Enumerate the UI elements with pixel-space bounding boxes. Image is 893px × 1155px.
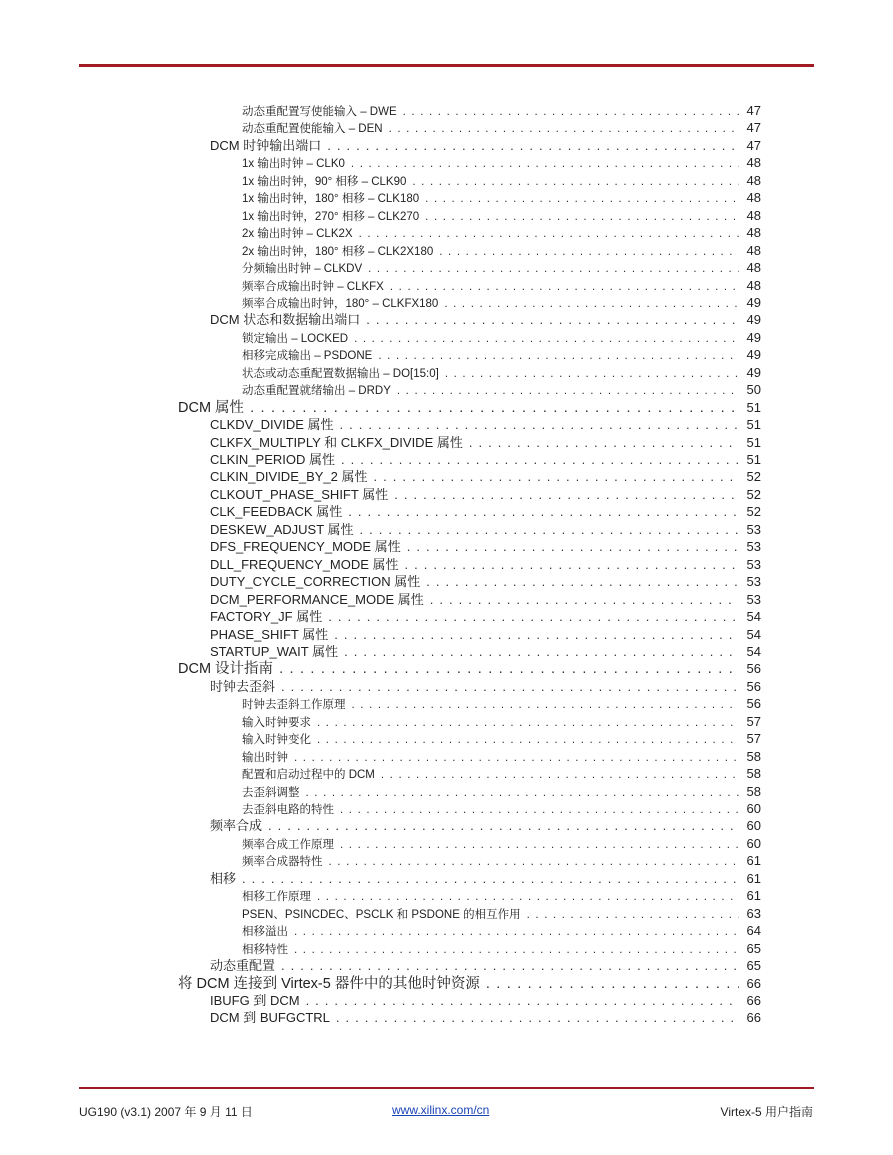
toc-leader-dots bbox=[281, 680, 739, 693]
footer-rule bbox=[79, 1087, 814, 1089]
toc-entry-title: DLL_FREQUENCY_MODE 属性 bbox=[210, 556, 399, 572]
toc-entry-title: CLKIN_PERIOD 属性 bbox=[210, 452, 335, 467]
toc-entry-title: PSEN、PSINCDEC、PSCLK 和 PSDONE 的相互作用 bbox=[242, 908, 521, 921]
toc-entry-title: 动态重配置 bbox=[210, 958, 276, 974]
toc-entry-title: FACTORY_JF 属性 bbox=[210, 609, 323, 625]
toc-entry-title: 动态重配置写使能输入 – DWE bbox=[242, 106, 397, 118]
toc-entry-page: 60 bbox=[746, 835, 761, 851]
toc-entry-title: DCM 时钟输出端口 bbox=[210, 137, 322, 153]
toc-entry[interactable] bbox=[242, 383, 761, 398]
toc-entry-page: 58 bbox=[746, 783, 761, 799]
toc-entry-page: 48 bbox=[746, 225, 761, 241]
toc-entry-title: DCM 属性 bbox=[178, 399, 245, 416]
toc-leader-dots bbox=[378, 351, 739, 363]
toc-leader-dots bbox=[430, 593, 739, 606]
toc-entry-page: 49 bbox=[746, 364, 761, 380]
toc-entry[interactable] bbox=[242, 279, 761, 294]
toc-entry-page: 48 bbox=[746, 172, 761, 188]
toc-entry-page: 58 bbox=[746, 748, 761, 764]
toc-entry-title: 1x 输出时钟，270° 相移 – CLK270 bbox=[242, 210, 420, 223]
toc-leader-dots bbox=[352, 700, 740, 712]
toc-entry[interactable] bbox=[210, 959, 761, 972]
toc-entry-page: 49 bbox=[746, 329, 761, 345]
toc-leader-dots bbox=[368, 264, 739, 276]
toc-entry-title: 2x 输出时钟 – CLK2X bbox=[242, 228, 353, 241]
toc-entry[interactable] bbox=[210, 523, 761, 536]
toc-leader-dots bbox=[374, 470, 739, 483]
toc-leader-dots bbox=[425, 194, 739, 206]
toc-leader-dots bbox=[381, 770, 739, 782]
toc-entry[interactable] bbox=[210, 610, 761, 623]
toc-leader-dots bbox=[328, 610, 739, 623]
toc-entry-page: 60 bbox=[746, 801, 761, 816]
toc-leader-dots bbox=[281, 959, 739, 972]
toc-entry-page: 49 bbox=[746, 312, 761, 328]
toc-leader-dots bbox=[354, 334, 739, 346]
toc-entry-title: CLKFX_MULTIPLY 和 CLKFX_DIVIDE 属性 bbox=[210, 434, 463, 450]
toc-entry-title: DCM 状态和数据输出端口 bbox=[210, 312, 361, 328]
toc-entry-page: 48 bbox=[746, 277, 761, 293]
toc-entry-page: 66 bbox=[746, 992, 761, 1008]
toc-entry-page: 53 bbox=[746, 521, 761, 537]
toc-entry[interactable] bbox=[210, 436, 761, 449]
toc-entry-page: 48 bbox=[746, 260, 761, 276]
toc-leader-dots bbox=[294, 945, 739, 957]
toc-entry-page: 53 bbox=[746, 539, 761, 555]
toc-entry[interactable] bbox=[242, 191, 761, 206]
toc-leader-dots bbox=[445, 369, 739, 381]
toc-entry[interactable] bbox=[210, 505, 761, 518]
toc-entry[interactable] bbox=[242, 942, 761, 957]
toc-entry-title: 动态重配置就绪输出 – DRDY bbox=[242, 385, 391, 398]
toc-entry-title: 输出时钟 bbox=[242, 751, 288, 764]
toc-entry[interactable] bbox=[210, 593, 761, 606]
toc-leader-dots bbox=[329, 857, 740, 869]
toc-entry[interactable] bbox=[242, 924, 761, 939]
toc-entry-title: 相移溢出 bbox=[242, 926, 288, 939]
toc-entry-title: 频率合成 bbox=[210, 818, 263, 834]
toc-entry-page: 54 bbox=[746, 643, 761, 659]
toc-entry-title: 去歪斜电路的特性 bbox=[242, 804, 334, 816]
toc-entry[interactable] bbox=[242, 156, 761, 171]
toc-entry-title: 相移特性 bbox=[242, 943, 288, 956]
toc-entry-title: 状态或动态重配置数据输出 – DO[15:0] bbox=[242, 367, 439, 380]
toc-entry[interactable] bbox=[242, 104, 761, 119]
toc-entry-title: DFS_FREQUENCY_MODE 属性 bbox=[210, 539, 401, 555]
toc-entry-title: 时钟去歪斜 bbox=[210, 678, 276, 694]
toc-entry[interactable] bbox=[210, 994, 761, 1007]
toc-entry-page: 54 bbox=[746, 609, 761, 625]
toc-entry-page: 65 bbox=[746, 940, 761, 956]
toc-entry-title: DCM_PERFORMANCE_MODE 属性 bbox=[210, 591, 424, 607]
toc-leader-dots bbox=[317, 735, 739, 747]
toc-entry-title: 频率合成输出时钟 – CLKFX bbox=[242, 280, 384, 293]
toc-entry[interactable] bbox=[242, 174, 761, 189]
toc-entry-page: 54 bbox=[746, 626, 761, 642]
toc-entry[interactable] bbox=[242, 697, 761, 712]
toc-entry-page: 47 bbox=[746, 103, 761, 118]
toc-entry[interactable] bbox=[210, 575, 761, 588]
toc-entry[interactable] bbox=[242, 767, 761, 782]
toc-entry-title: CLKIN_DIVIDE_BY_2 属性 bbox=[210, 469, 368, 485]
toc-entry-title: 1x 输出时钟 – CLK0 bbox=[242, 158, 345, 171]
toc-leader-dots bbox=[425, 212, 739, 224]
toc-leader-dots bbox=[294, 753, 739, 765]
toc-entry[interactable] bbox=[210, 1011, 761, 1024]
toc-entry-page: 50 bbox=[746, 382, 761, 398]
toc-entry-title: PHASE_SHIFT 属性 bbox=[210, 626, 329, 642]
toc-leader-dots bbox=[412, 177, 739, 189]
toc-entry-title: DCM 到 BUFGCTRL bbox=[210, 1010, 330, 1026]
toc-entry[interactable] bbox=[242, 837, 761, 852]
toc-entry[interactable] bbox=[242, 261, 761, 276]
toc-entry-title: CLKOUT_PHASE_SHIFT 属性 bbox=[210, 486, 389, 502]
toc-entry[interactable] bbox=[242, 209, 761, 224]
toc-leader-dots bbox=[306, 994, 739, 1007]
toc-entry-page: 48 bbox=[746, 207, 761, 223]
toc-entry-title: 频率合成输出时钟，180° – CLKFX180 bbox=[242, 297, 439, 310]
toc-entry-page: 56 bbox=[746, 696, 761, 712]
toc-entry[interactable] bbox=[242, 296, 761, 311]
toc-entry-page: 57 bbox=[746, 713, 761, 729]
toc-leader-dots bbox=[469, 436, 739, 449]
toc-entry-page: 66 bbox=[746, 1010, 761, 1026]
toc-entry-title: 时钟去歪斜工作原理 bbox=[242, 699, 346, 712]
toc-entry-title: 去歪斜调整 bbox=[242, 786, 300, 799]
toc-entry-title: 相移 bbox=[210, 870, 237, 886]
toc-entry[interactable] bbox=[242, 785, 761, 800]
toc-entry-title: 相移完成输出 – PSDONE bbox=[242, 350, 373, 363]
toc-leader-dots bbox=[250, 401, 739, 416]
toc-entry-page: 47 bbox=[746, 137, 761, 153]
toc-leader-dots bbox=[317, 718, 739, 730]
toc-entry[interactable] bbox=[242, 226, 761, 241]
toc-entry-page: 61 bbox=[746, 853, 761, 869]
toc-entry-title: 输入时钟变化 bbox=[242, 734, 311, 747]
toc-leader-dots bbox=[306, 788, 740, 800]
toc-leader-dots bbox=[403, 107, 739, 119]
toc-leader-dots bbox=[341, 453, 739, 466]
toc-entry-title: CLK_FEEDBACK 属性 bbox=[210, 504, 343, 520]
toc-entry[interactable] bbox=[210, 645, 761, 658]
toc-leader-dots bbox=[351, 159, 739, 171]
toc-leader-dots bbox=[397, 386, 739, 398]
toc-entry[interactable] bbox=[210, 558, 761, 571]
toc-entry[interactable] bbox=[210, 540, 761, 553]
toc-entry[interactable] bbox=[210, 470, 761, 483]
toc-entry[interactable] bbox=[210, 453, 761, 466]
toc-entry-page: 56 bbox=[746, 678, 761, 694]
toc-entry[interactable] bbox=[242, 907, 761, 922]
toc-leader-dots bbox=[340, 805, 739, 817]
toc-entry-title: 配置和启动过程中的 DCM bbox=[242, 769, 375, 782]
toc-entry-page: 63 bbox=[746, 905, 761, 921]
toc-entry-page: 48 bbox=[746, 190, 761, 206]
toc-entry-title: DCM 设计指南 bbox=[178, 661, 274, 678]
toc-entry-title: DUTY_CYCLE_CORRECTION 属性 bbox=[210, 574, 421, 590]
toc-entry-page: 52 bbox=[746, 469, 761, 485]
toc-leader-dots bbox=[407, 540, 739, 553]
toc-entry-page: 53 bbox=[746, 574, 761, 590]
toc-leader-dots bbox=[336, 1011, 739, 1024]
toc-leader-dots bbox=[366, 313, 739, 326]
toc-entry[interactable] bbox=[210, 872, 761, 885]
toc-entry[interactable] bbox=[210, 418, 761, 431]
toc-entry-title: 频率合成器特性 bbox=[242, 856, 323, 869]
toc-entry-page: 58 bbox=[746, 766, 761, 782]
toc-entry-page: 51 bbox=[746, 434, 761, 450]
toc-entry[interactable] bbox=[178, 401, 761, 416]
toc-entry-title: 动态重配置使能输入 – DEN bbox=[242, 123, 383, 136]
toc-entry[interactable] bbox=[178, 662, 761, 677]
toc-entry[interactable] bbox=[242, 889, 761, 904]
toc-entry-page: 51 bbox=[746, 452, 761, 467]
toc-leader-dots bbox=[348, 505, 739, 518]
toc-entry[interactable] bbox=[242, 121, 761, 136]
footer-website-link[interactable]: www.xilinx.com/cn bbox=[392, 1103, 490, 1117]
toc-leader-dots bbox=[394, 488, 739, 501]
toc-entry[interactable] bbox=[210, 680, 761, 693]
toc-entry-page: 60 bbox=[746, 818, 761, 834]
toc-entry-page: 56 bbox=[746, 661, 761, 677]
toc-entry-page: 49 bbox=[746, 294, 761, 310]
toc-entry-page: 51 bbox=[746, 417, 761, 433]
toc-entry[interactable] bbox=[242, 331, 761, 346]
toc-leader-dots bbox=[340, 840, 739, 852]
toc-entry-title: 2x 输出时钟，180° 相移 – CLK2X180 bbox=[242, 245, 434, 258]
toc-leader-dots bbox=[359, 229, 739, 241]
toc-entry-title: 将 DCM 连接到 Virtex-5 器件中的其他时钟资源 bbox=[178, 975, 480, 992]
toc-entry[interactable] bbox=[242, 732, 761, 747]
toc-leader-dots bbox=[340, 418, 739, 431]
toc-entry-page: 61 bbox=[746, 870, 761, 886]
toc-entry-title: 1x 输出时钟，180° 相移 – CLK180 bbox=[242, 193, 420, 206]
toc-entry[interactable] bbox=[210, 488, 761, 501]
toc-leader-dots bbox=[486, 977, 739, 992]
toc-entry-title: 分频输出时钟 – CLKDV bbox=[242, 263, 363, 276]
toc-leader-dots bbox=[360, 523, 739, 536]
toc-leader-dots bbox=[426, 575, 739, 588]
footer-document-id: UG190 (v3.1) 2007 年 9 月 11 日 bbox=[79, 1105, 253, 1119]
toc-entry-title: STARTUP_WAIT 属性 bbox=[210, 643, 339, 659]
toc-entry[interactable] bbox=[210, 628, 761, 641]
toc-entry-page: 47 bbox=[746, 120, 761, 136]
toc-leader-dots bbox=[327, 139, 739, 152]
footer-guide-title: Virtex-5 用户指南 bbox=[720, 1105, 813, 1119]
toc-leader-dots bbox=[439, 247, 739, 259]
toc-leader-dots bbox=[390, 282, 739, 294]
toc-entry-title: 相移工作原理 bbox=[242, 891, 311, 904]
toc-entry-title: CLKDV_DIVIDE 属性 bbox=[210, 417, 334, 433]
toc-entry[interactable] bbox=[210, 313, 761, 326]
toc-leader-dots bbox=[279, 662, 739, 677]
toc-entry[interactable] bbox=[242, 750, 761, 765]
toc-entry[interactable] bbox=[210, 139, 761, 152]
toc-entry-page: 48 bbox=[746, 155, 761, 171]
toc-leader-dots bbox=[268, 819, 739, 832]
toc-entry[interactable] bbox=[242, 802, 761, 817]
toc-entry-title: 频率合成工作原理 bbox=[242, 838, 334, 851]
toc-entry-page: 52 bbox=[746, 504, 761, 520]
toc-entry-page: 64 bbox=[746, 923, 761, 939]
toc-leader-dots bbox=[294, 927, 739, 939]
toc-entry-page: 61 bbox=[746, 888, 761, 904]
toc-entry-page: 53 bbox=[746, 591, 761, 607]
toc-leader-dots bbox=[317, 892, 739, 904]
toc-entry-page: 52 bbox=[746, 486, 761, 502]
toc-leader-dots bbox=[405, 558, 739, 571]
toc-entry-page: 65 bbox=[746, 958, 761, 974]
toc-leader-dots bbox=[389, 124, 739, 136]
toc-leader-dots bbox=[242, 872, 739, 885]
toc-entry-page: 51 bbox=[746, 399, 761, 415]
toc-entry-page: 66 bbox=[746, 975, 761, 991]
toc-entry[interactable] bbox=[178, 977, 761, 992]
toc-entry[interactable] bbox=[242, 244, 761, 259]
toc-entry[interactable] bbox=[242, 348, 761, 363]
toc-leader-dots bbox=[334, 628, 739, 641]
toc-entry[interactable] bbox=[242, 854, 761, 869]
toc-leader-dots bbox=[344, 645, 739, 658]
toc-entry-page: 48 bbox=[746, 242, 761, 258]
toc-entry-title: 1x 输出时钟，90° 相移 – CLK90 bbox=[242, 175, 407, 188]
toc-entry[interactable] bbox=[242, 366, 761, 381]
toc-entry-title: IBUFG 到 DCM bbox=[210, 992, 300, 1008]
toc-entry-page: 49 bbox=[746, 347, 761, 363]
toc-leader-dots bbox=[527, 910, 739, 922]
toc-entry-title: 输入时钟要求 bbox=[242, 716, 311, 729]
toc-leader-dots bbox=[444, 299, 739, 311]
toc-entry[interactable] bbox=[242, 715, 761, 730]
toc-entry-title: 锁定输出 – LOCKED bbox=[242, 332, 349, 345]
toc-entry[interactable] bbox=[210, 819, 761, 832]
toc-entry-title: DESKEW_ADJUST 属性 bbox=[210, 521, 354, 537]
toc-entry-page: 57 bbox=[746, 731, 761, 747]
toc-entry-page: 53 bbox=[746, 556, 761, 572]
